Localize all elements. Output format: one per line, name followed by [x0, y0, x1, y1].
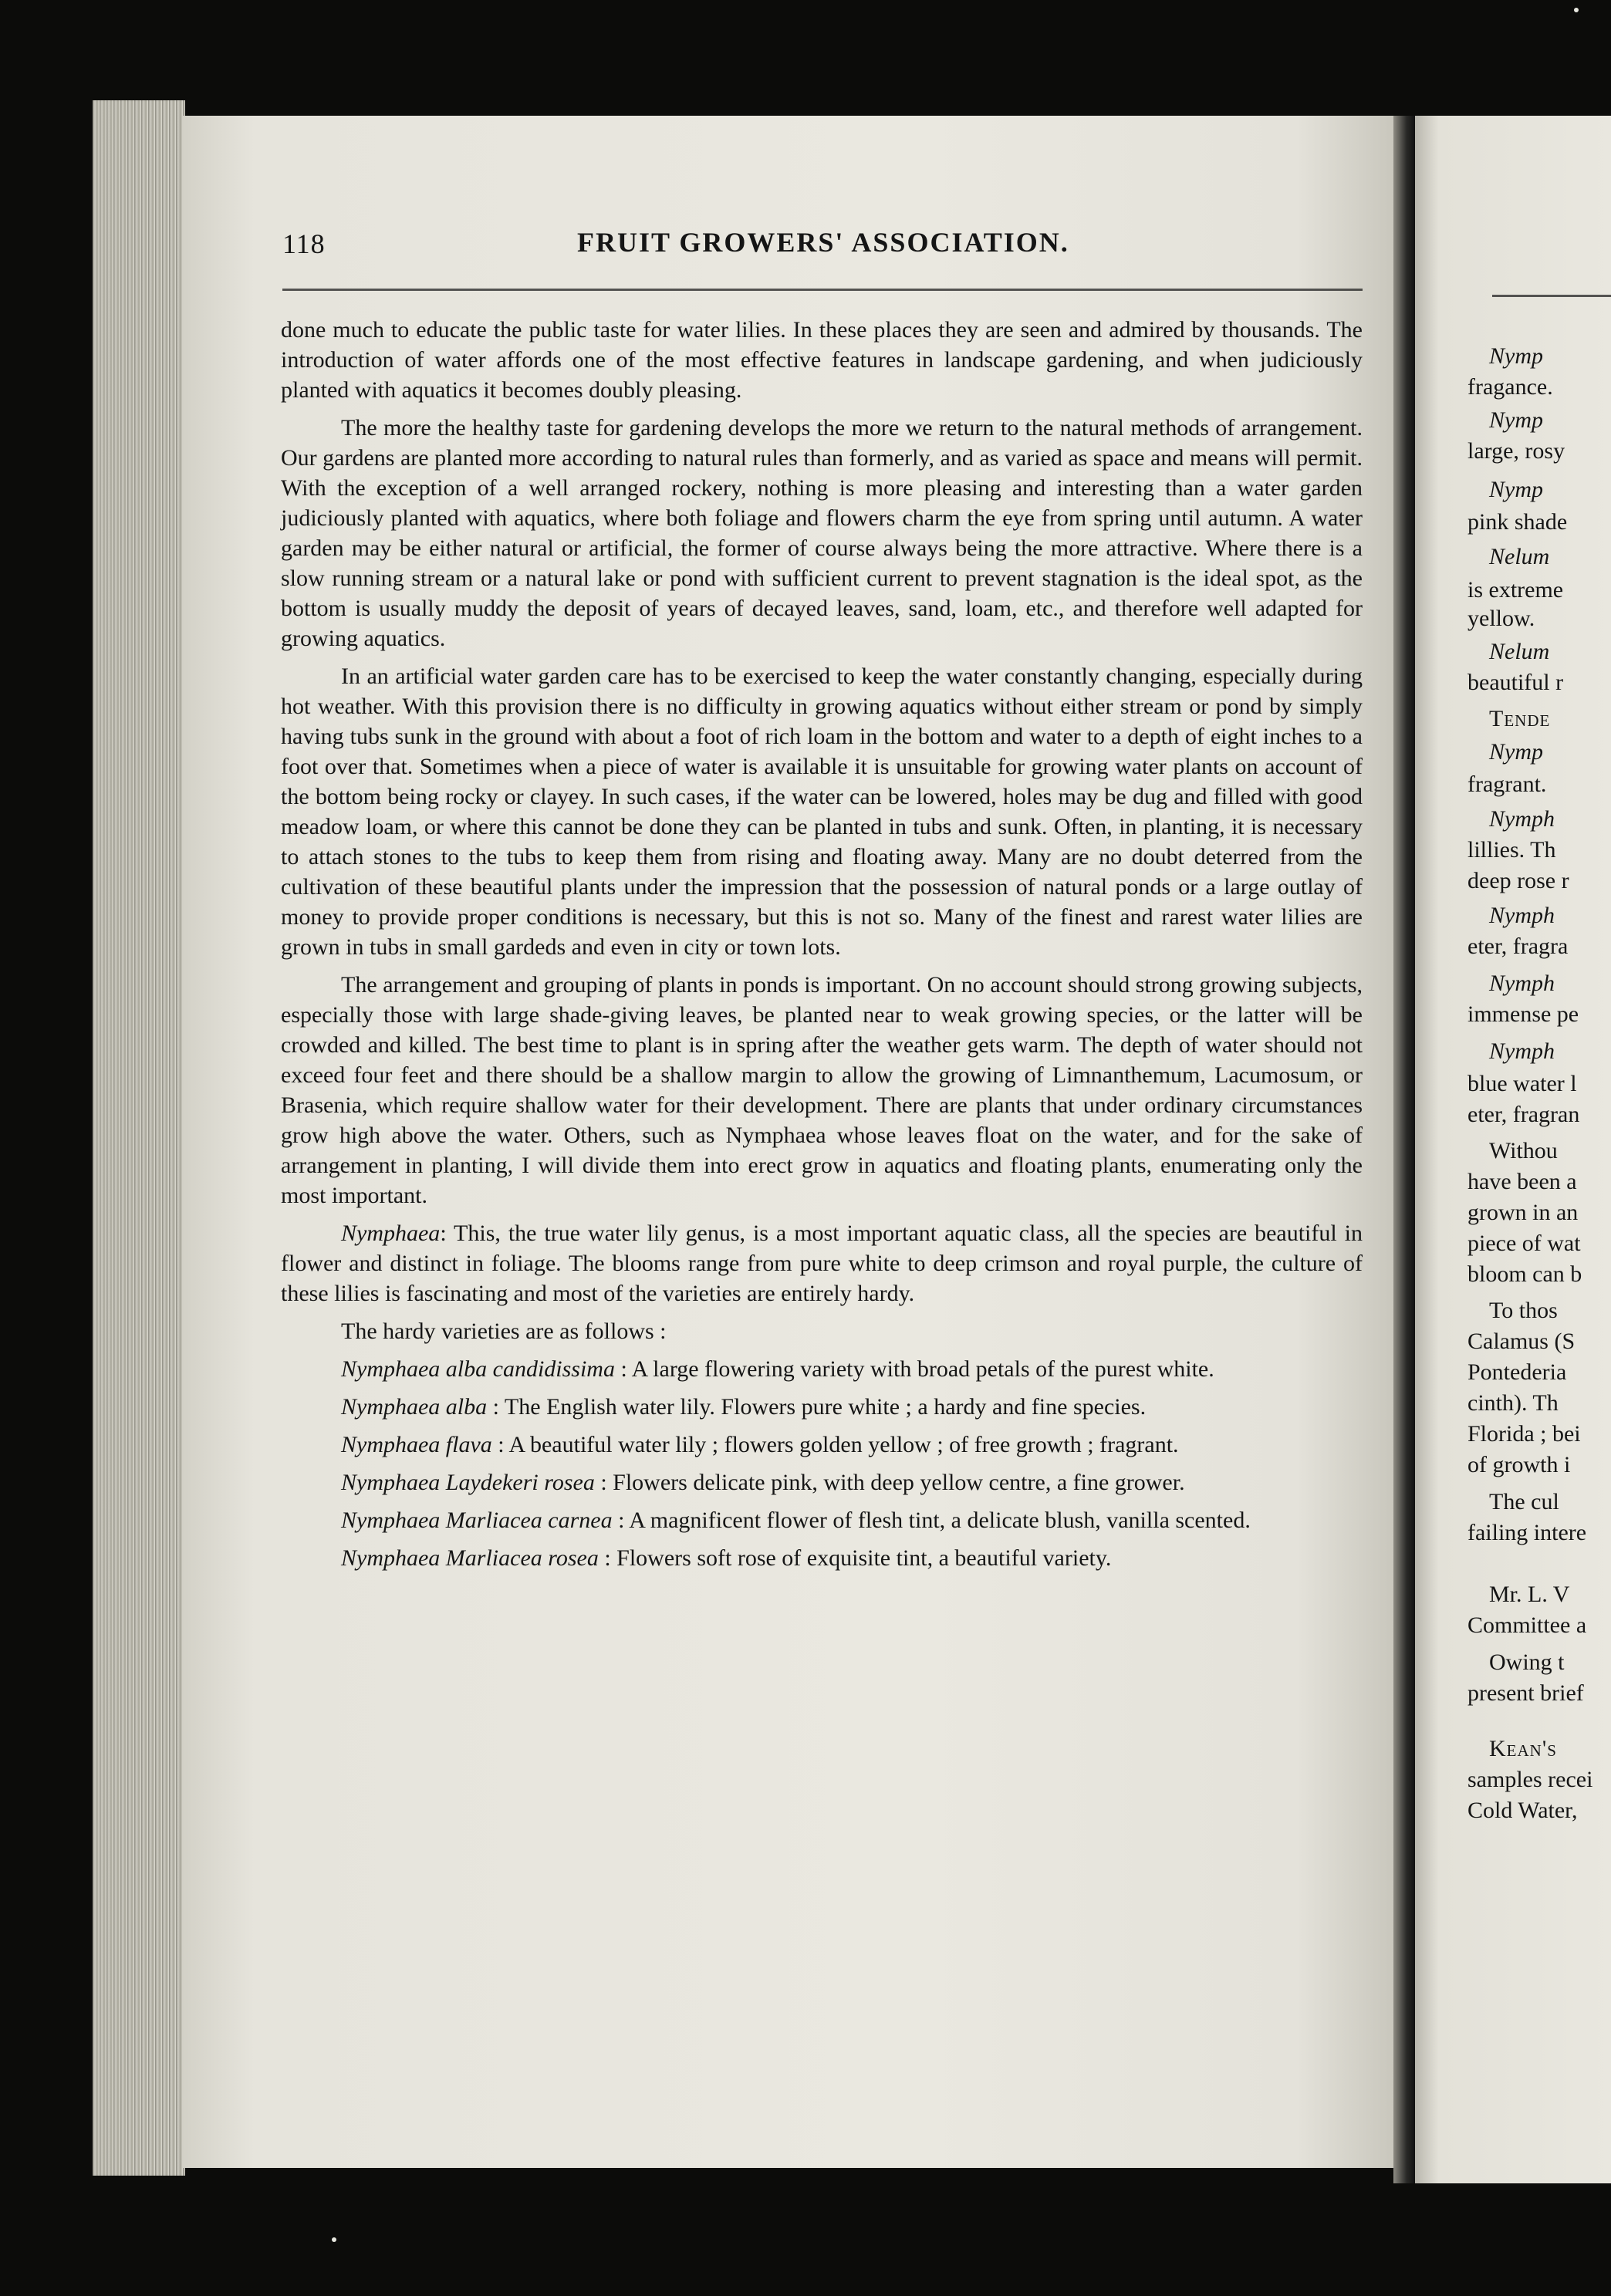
- right-page-line: Nymph: [1489, 903, 1555, 928]
- variety-name: Nymphaea flava: [341, 1432, 492, 1457]
- right-page-line: Tende: [1489, 706, 1551, 731]
- right-page-line: bloom can b: [1467, 1261, 1582, 1287]
- right-page-line: immense pe: [1467, 1001, 1579, 1027]
- right-page-line: lillies. Th: [1467, 837, 1556, 863]
- header-rule: [1492, 295, 1611, 297]
- right-page-line: large, rosy: [1467, 438, 1565, 464]
- book-page-edges: [93, 100, 185, 2176]
- right-page-line: blue water l: [1467, 1071, 1577, 1096]
- left-page: [182, 116, 1393, 2168]
- right-page-line: eter, fragran: [1467, 1102, 1580, 1127]
- right-page-line: Nelum: [1489, 639, 1550, 664]
- variety-description: : A beautiful water lily ; flowers golden yellow ; of free growth ; fragrant.: [498, 1432, 1179, 1457]
- paragraph: done much to educate the public taste for water lilies. In these places they are seen and admired by thousands. The introduction of water affords one of the most effective features in landscape gardening, and when judiciously planted with aquatics it becomes doubly pleasing.: [281, 317, 1363, 403]
- paragraph: The more the healthy taste for gardening develops the more we return to the natural methods of arrangement. Our gardens are planted more according to natural rules than formerly, and as varied as space and means will permit. With the exception of a well arranged rockery, nothing is more pleasing and interesting than a water garden judiciously planted with aquatics, where both foliage and flowers charm the eye from spring until autumn. A water garden may be either natural or artificial, the former of course always being the more attractive. Where there is a slow running stream or a natural lake or pond with sufficient current to prevent stagnation is the ideal spot, as the bottom is usually muddy the deposit of years of decayed leaves, sand, loam, etc., and therefore well adapted for growing aquatics.: [281, 415, 1363, 651]
- hardy-varieties-intro: The hardy varieties are as follows :: [341, 1319, 667, 1344]
- variety-description: : A large flowering variety with broad petals of the purest white.: [620, 1356, 1214, 1382]
- right-page-line: deep rose r: [1467, 868, 1569, 893]
- variety-name: Nymphaea alba candidissima: [341, 1356, 615, 1382]
- paragraph: In an artificial water garden care has to be exercised to keep the water constantly changing, especially during hot weather. With this provision there is no difficulty in growing aquatics without either stream or pond by simply having tubs sunk in the ground with about a foot of rich loam in the bottom and water to a depth of eight inches to a foot over that. Sometimes when a piece of water is available it is unsuitable for growing water plants on account of the bottom being rocky or clayey. In such cases, if the water can be lowered, holes may be dug and filled with good meadow loam, or where this cannot be done they can be planted in tubs and sunk. Often, in planting, it is necessary to attach stones to the tubs to keep them from rising and floating away. Many are no doubt deterred from the cultivation of these beautiful plants under the impression that the possession of natural ponds or a large outlay of money to provide proper conditions is necessary, but this is not so. Many of the finest and rarest water lilies are grown in tubs in small gardeds and even in city or town lots.: [281, 663, 1363, 960]
- right-page-line: Nymp: [1489, 343, 1543, 369]
- nymphaea-intro: [281, 1218, 1363, 1308]
- book-gutter: [1393, 116, 1415, 2183]
- variety-name: Nymphaea alba: [341, 1394, 488, 1420]
- right-page-line: Mr. L. V: [1489, 1582, 1570, 1607]
- variety-name: Nymphaea Marliacea carnea: [341, 1508, 613, 1533]
- page-number: 118: [282, 228, 326, 259]
- right-page-line: Pontederia: [1467, 1359, 1567, 1385]
- right-page-line: Committee a: [1467, 1612, 1587, 1638]
- right-page-line: pink shade: [1467, 509, 1568, 535]
- right-page-line: grown in an: [1467, 1200, 1579, 1225]
- variety-description: : Flowers soft rose of exquisite tint, a beautiful variety.: [604, 1545, 1112, 1571]
- variety-name: Nymphaea Laydekeri rosea: [341, 1470, 595, 1495]
- right-page-line: of growth i: [1467, 1452, 1571, 1477]
- variety-entry: [281, 1354, 1363, 1384]
- variety-entry: [281, 1467, 1363, 1497]
- right-page-line: samples recei: [1467, 1767, 1593, 1792]
- variety-description: : The English water lily. Flowers pure white ; a hardy and fine species.: [492, 1394, 1147, 1420]
- right-page-line: The cul: [1489, 1489, 1559, 1514]
- variety-entry: [281, 1505, 1363, 1535]
- page-body: [281, 315, 1363, 1581]
- genus-description: : This, the true water lily genus, is a most important aquatic class, all the species are beautiful in flower and distinct in foliage. The blooms range from pure white to deep crimson and royal purple, the culture of these lilies is fascinating and most of the varieties are entirely hardy.: [281, 1221, 1363, 1306]
- right-page-line: present brief: [1467, 1680, 1584, 1706]
- variety-name: Nymphaea Marliacea rosea: [341, 1545, 599, 1571]
- right-page-line: To thos: [1489, 1298, 1558, 1323]
- right-page-line: Nymp: [1489, 477, 1543, 502]
- right-page-line: is extreme: [1467, 577, 1564, 603]
- right-page-line: Nymp: [1489, 739, 1543, 765]
- right-page-line: Nymp: [1489, 407, 1543, 433]
- right-page-line: Owing t: [1489, 1649, 1565, 1675]
- right-page-line: beautiful r: [1467, 670, 1564, 695]
- right-page-line: Calamus (S: [1467, 1329, 1576, 1354]
- right-page-line: failing intere: [1467, 1520, 1587, 1545]
- right-page-line: Nymph: [1489, 1038, 1555, 1064]
- right-page-line: piece of wat: [1467, 1231, 1581, 1256]
- right-page-line: Withou: [1489, 1138, 1558, 1163]
- scan-speck: [332, 2237, 336, 2242]
- variety-entry: [281, 1543, 1363, 1573]
- genus-term: Nymphaea: [341, 1221, 441, 1246]
- variety-description: : A magnificent flower of flesh tint, a delicate blush, vanilla scented.: [618, 1508, 1251, 1533]
- variety-entry: [281, 1430, 1363, 1460]
- right-page-line: fragance.: [1467, 374, 1553, 400]
- running-title: FRUIT GROWERS' ASSOCIATION.: [577, 227, 1069, 258]
- right-page-line: Nymph: [1489, 971, 1555, 996]
- header-rule: [282, 289, 1363, 291]
- right-page-line: eter, fragra: [1467, 934, 1569, 959]
- variety-entry: [281, 1392, 1363, 1422]
- scan-speck: [1574, 8, 1579, 12]
- right-page-line: Florida ; bei: [1467, 1421, 1581, 1447]
- paragraph: The arrangement and grouping of plants in ponds is important. On no account should strong growing subjects, especially those with large shade-giving leaves, be planted near to weak growing species, or the latter will be crowded and killed. The best time to plant is in spring after the weather gets warm. The depth of water should not exceed four feet and there should be a shallow margin to allow the growing of Limnanthemum, Lacumosum, or Brasenia, which require shallow water for their development. There are plants that under ordinary circumstances grow high above the water. Others, such as Nymphaea whose leaves float on the water, and for the sake of arrangement in planting, I will divide them into erect grow in aquatics and floating plants, enumerating only the most important.: [281, 972, 1363, 1208]
- right-page-line: have been a: [1467, 1169, 1577, 1194]
- right-page-line: Kean's: [1489, 1736, 1557, 1761]
- right-page-line: cinth). Th: [1467, 1390, 1559, 1416]
- right-page-line: yellow.: [1467, 606, 1535, 631]
- right-page-line: Nymph: [1489, 806, 1555, 832]
- right-page: [1415, 116, 1611, 2183]
- right-page-line: Cold Water,: [1467, 1798, 1578, 1823]
- right-page-line: fragrant.: [1467, 772, 1547, 797]
- right-page-line: Nelum: [1489, 544, 1550, 569]
- variety-description: : Flowers delicate pink, with deep yellow centre, a fine grower.: [600, 1470, 1185, 1495]
